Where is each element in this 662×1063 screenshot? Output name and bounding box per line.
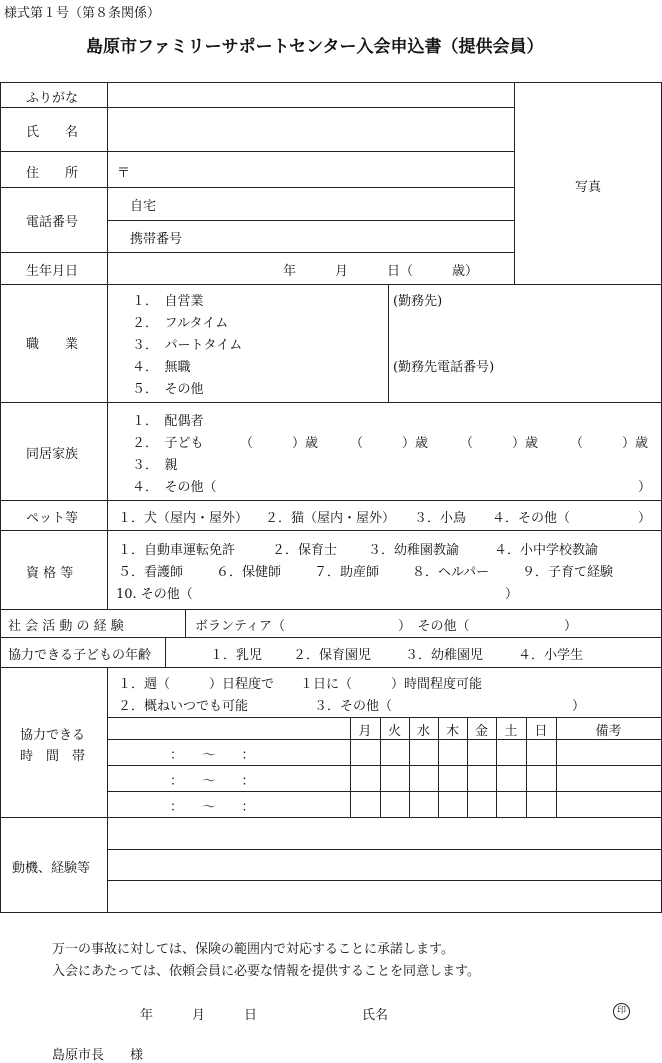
name-label: 氏 名 xyxy=(26,125,79,140)
photo-area[interactable] xyxy=(517,85,659,282)
child-age-3: （ ）歳 xyxy=(460,436,539,451)
day-fri: 金 xyxy=(474,724,488,739)
motivation-label: 動機、経験等 xyxy=(12,861,91,876)
household-parent[interactable]: ３． 親 xyxy=(132,458,178,473)
social-label: 社 会 活 動 の 経 験 xyxy=(8,619,124,634)
furigana-label: ふりがな xyxy=(26,91,79,106)
occupation-option-5[interactable]: ５． その他 xyxy=(132,382,204,397)
workplace-label: (勤務先) xyxy=(393,294,443,309)
signature-date[interactable]: 年 月 日 xyxy=(140,1008,258,1023)
occupation-option-1[interactable]: １． 自営業 xyxy=(132,294,204,309)
phone-mobile-field[interactable] xyxy=(200,223,510,250)
time-slot-3[interactable]: ： 〜 ： xyxy=(170,800,255,815)
name-field[interactable] xyxy=(110,110,510,148)
time-slot-1[interactable]: ： 〜 ： xyxy=(170,748,255,763)
pet-dog[interactable]: １．犬（屋内・屋外） xyxy=(118,511,249,526)
pet-bird[interactable]: ３．小鳥 xyxy=(414,511,467,526)
seal-text: 印 xyxy=(616,1006,626,1016)
social-other-close: ） xyxy=(564,619,578,634)
qual-other-close: ） xyxy=(505,587,519,602)
qual-school[interactable]: ４．小中学校教諭 xyxy=(494,543,599,558)
household-other[interactable]: ４． その他（ xyxy=(132,480,217,495)
time-label-1: 協力できる xyxy=(20,728,86,743)
day-sat: 土 xyxy=(504,724,518,739)
pets-label: ペット等 xyxy=(26,511,79,526)
signature-name-field[interactable] xyxy=(395,998,610,1022)
qual-childcare[interactable]: ９．子育て経験 xyxy=(522,565,614,580)
qual-nurse[interactable]: ５．看護師 xyxy=(118,565,184,580)
phone-home-field[interactable] xyxy=(170,190,510,218)
furigana-field[interactable] xyxy=(110,85,510,105)
child-age-label: 協力できる子どもの年齢 xyxy=(8,648,152,663)
phone-mobile-label: 携帯番号 xyxy=(130,232,183,247)
day-wed: 水 xyxy=(416,724,430,739)
birthdate-template: 年 月 日（ 歳） xyxy=(283,264,479,279)
age-infant[interactable]: １．乳児 xyxy=(210,648,263,663)
workplace-phone-label: (勤務先電話番号) xyxy=(393,360,495,375)
pet-other[interactable]: ４．その他（ xyxy=(492,511,571,526)
household-other-close: ） xyxy=(638,480,652,495)
age-kindergarten[interactable]: ３．幼稚園児 xyxy=(405,648,484,663)
social-other[interactable]: ） その他（ xyxy=(398,619,470,634)
social-volunteer[interactable]: ボランティア（ xyxy=(195,619,285,634)
phone-home-label: 自宅 xyxy=(130,199,157,214)
time-slot-2[interactable]: ： 〜 ： xyxy=(170,774,255,789)
time-other[interactable]: ３．その他（ xyxy=(314,699,393,714)
qual-driver[interactable]: １．自動車運転免許 xyxy=(118,543,236,558)
postal-mark: 〒 xyxy=(117,166,131,181)
child-age-4: （ ）歳 xyxy=(570,436,649,451)
qual-nursery[interactable]: ２．保育士 xyxy=(272,543,338,558)
phone-label: 電話番号 xyxy=(26,215,79,230)
occupation-option-2[interactable]: ２． フルタイム xyxy=(132,316,229,331)
day-sun: 日 xyxy=(534,724,548,739)
address-field[interactable] xyxy=(135,154,510,184)
pet-other-close: ） xyxy=(638,511,652,526)
household-label: 同居家族 xyxy=(26,447,79,462)
household-spouse[interactable]: １． 配偶者 xyxy=(132,414,204,429)
child-age-2: （ ）歳 xyxy=(350,436,429,451)
qualifications-label: 資 格 等 xyxy=(26,566,74,581)
age-elementary[interactable]: ４．小学生 xyxy=(518,648,584,663)
qual-other[interactable]: 10. その他（ xyxy=(116,587,193,602)
qual-kindergarten[interactable]: ３．幼稚園教諭 xyxy=(368,543,460,558)
seal-mark xyxy=(613,1003,630,1020)
birthdate-label: 生年月日 xyxy=(26,264,79,279)
occupation-option-3[interactable]: ３． パートタイム xyxy=(132,338,243,353)
addressee: 島原市長 様 xyxy=(52,1048,144,1063)
day-tue: 火 xyxy=(387,724,401,739)
remarks-header: 備考 xyxy=(595,724,622,739)
address-label: 住 所 xyxy=(26,166,79,181)
occupation-option-4[interactable]: ４． 無職 xyxy=(132,360,191,375)
page-title: 島原市ファミリーサポートセンター入会申込書（提供会員） xyxy=(86,37,544,57)
household-children[interactable]: ２． 子ども xyxy=(132,436,204,451)
consent-line-2: 入会にあたっては、依頼会員に必要な情報を提供することを同意します。 xyxy=(52,964,480,979)
time-other-close: ） xyxy=(572,699,586,714)
qual-health[interactable]: ６．保健師 xyxy=(216,565,282,580)
time-label-2: 時 間 帯 xyxy=(20,749,86,764)
signature-name-label: 氏名 xyxy=(362,1008,389,1023)
pet-cat[interactable]: ２．猫（屋内・屋外） xyxy=(265,511,396,526)
occupation-label: 職 業 xyxy=(26,337,79,352)
time-anytime[interactable]: ２．概ねいつでも可能 xyxy=(118,699,249,714)
photo-label: 写真 xyxy=(575,180,602,195)
time-weekly[interactable]: １．週（ ）日程度で １日に（ ）時間程度可能 xyxy=(118,677,483,692)
form-id: 様式第１号（第８条関係） xyxy=(4,6,161,21)
day-thu: 木 xyxy=(445,724,459,739)
consent-line-1: 万一の事故に対しては、保険の範囲内で対応することに承諾します。 xyxy=(52,942,454,957)
child-age-1: （ ）歳 xyxy=(240,436,319,451)
day-mon: 月 xyxy=(358,724,372,739)
age-nursery[interactable]: ２．保育園児 xyxy=(293,648,372,663)
qual-helper[interactable]: ８．ヘルパー xyxy=(412,565,490,580)
qual-midwife[interactable]: ７．助産師 xyxy=(314,565,380,580)
motivation-field[interactable] xyxy=(110,820,659,910)
